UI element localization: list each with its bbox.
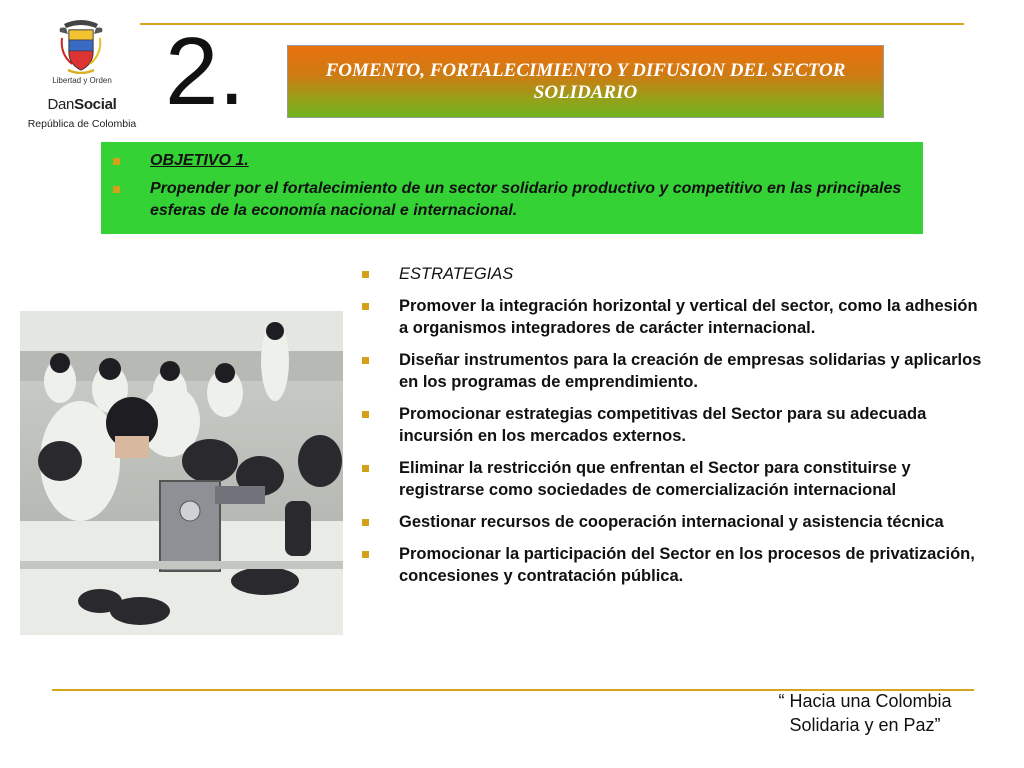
coat-of-arms-icon	[58, 18, 104, 74]
strategy-text: Eliminar la restricción que enfrentan el Sector para constituirse y registrarse como sociedades de comercialización internacional	[399, 459, 911, 499]
square-bullet-icon	[362, 519, 369, 526]
factory-workers-photo	[20, 311, 343, 635]
square-bullet-icon	[113, 186, 120, 193]
logo-country: República de Colombia	[27, 118, 137, 130]
square-bullet-icon	[362, 465, 369, 472]
square-bullet-icon	[113, 158, 120, 165]
strategy-item	[362, 349, 982, 393]
footer-line-1: “ Hacia una Colombia	[778, 691, 952, 711]
strategy-item	[362, 511, 982, 533]
objective-box	[101, 142, 923, 234]
square-bullet-icon	[362, 551, 369, 558]
strategy-text: Diseñar instrumentos para la creación de empresas solidarias y aplicarlos en los programas de emprendimiento.	[399, 351, 982, 391]
footer-line-2: Solidaria y en Paz”	[789, 715, 941, 735]
logo-motto: Libertad y Orden	[52, 76, 112, 85]
square-bullet-icon	[362, 303, 369, 310]
strategies-list	[362, 263, 982, 597]
strategy-text: Gestionar recursos de cooperación internacional y asistencia técnica	[399, 513, 944, 531]
objective-heading-item	[113, 150, 913, 172]
strategy-text: Promocionar la participación del Sector en los procesos de privatización, concesiones y contratación pública.	[399, 545, 975, 585]
objective-text-item	[113, 178, 913, 222]
square-bullet-icon	[362, 357, 369, 364]
strategies-heading-item	[362, 263, 982, 285]
square-bullet-icon	[362, 271, 369, 278]
objective-heading: OBJETIVO 1.	[150, 152, 249, 169]
strategy-item	[362, 403, 982, 447]
footer-slogan	[740, 689, 990, 737]
strategy-text: Promocionar estrategias competitivas del Sector para su adecuada incursión en los mercados externos.	[399, 405, 927, 445]
strategy-item	[362, 543, 982, 587]
logo-brand: DanSocial	[47, 96, 117, 113]
strategy-item	[362, 457, 982, 501]
objective-text: Propender por el fortalecimiento de un sector solidario productivo y competitivo en las principales esferas de la economía nacional e internacional.	[150, 180, 902, 219]
slide-title: FOMENTO, FORTALECIMIENTO Y DIFUSION DEL SECTOR SOLIDARIO	[325, 59, 846, 103]
title-banner	[287, 45, 884, 118]
square-bullet-icon	[362, 411, 369, 418]
dansocial-logo	[22, 18, 142, 136]
strategy-item	[362, 295, 982, 339]
strategies-heading: ESTRATEGIAS	[399, 265, 514, 283]
top-divider	[140, 23, 964, 25]
strategy-text: Promover la integración horizontal y vertical del sector, como la adhesión a organismos integradores de carácter internacional.	[399, 297, 978, 337]
slide-number: 2.	[165, 18, 246, 125]
